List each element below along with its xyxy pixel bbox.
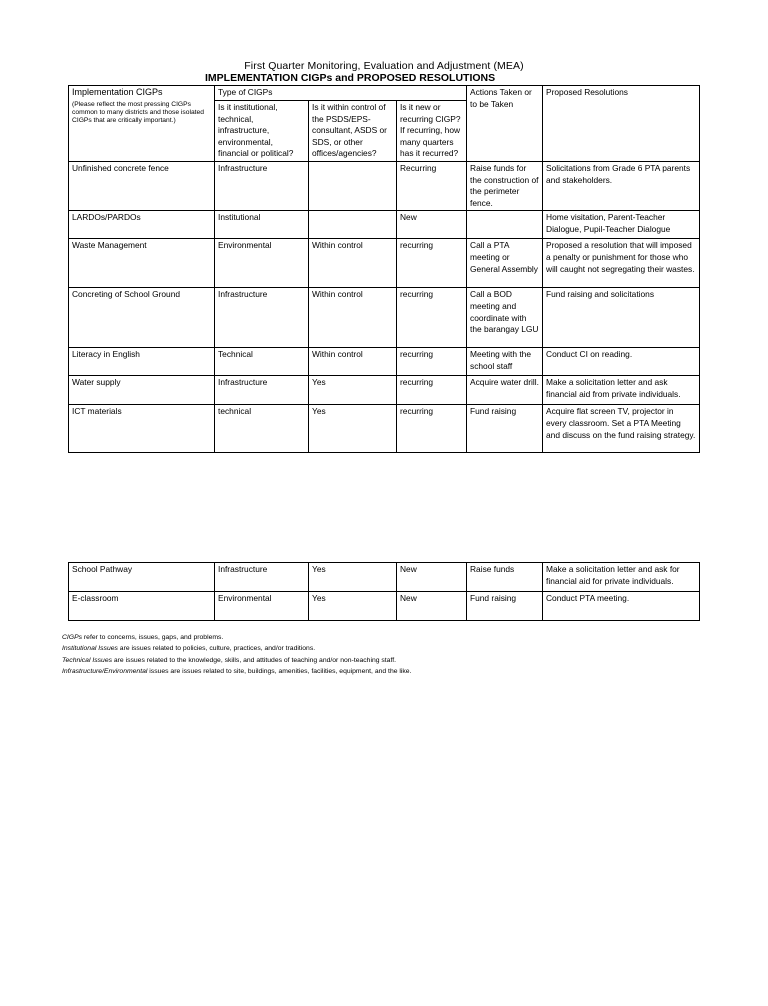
header-row — [69, 86, 700, 101]
header-resolutions: Proposed Resolutions — [543, 86, 700, 162]
cell-actions: Call a BOD meeting and coordinate with the barangay LGU — [467, 288, 543, 348]
note-text: are issues related to policies, culture, practices, and/or traditions. — [117, 645, 316, 653]
cell-resolution: Solicitations from Grade 6 PTA parents and stakeholders. — [543, 161, 700, 210]
header-type: Type of CIGPs — [215, 86, 467, 101]
table-row — [69, 376, 700, 405]
note-line — [62, 632, 742, 643]
cell-resolution: Proposed a resolution that will imposed a penalty or punishment for those who will caught not segregating their wastes. — [543, 239, 700, 288]
cell-actions: Acquire water drill. — [467, 376, 543, 405]
cell-cigp: LARDOs/PARDOs — [69, 211, 215, 239]
note-line — [62, 655, 742, 666]
note-line — [62, 643, 742, 654]
cell-control: Within control — [309, 288, 397, 348]
cell-control: Yes — [309, 376, 397, 405]
cell-type: Infrastructure — [215, 288, 309, 348]
cell-recurrence: recurring — [397, 239, 467, 288]
note-text: are issues related to the knowledge, skills, and attitudes of teaching and/or non-teaching staff. — [112, 656, 397, 664]
cell-recurrence: New — [397, 563, 467, 592]
header-question-control: Is it within control of the PSDS/EPS-consultant, ASDS or SDS, or other offices/agencies? — [309, 101, 397, 162]
note-text: issues are issues related to site, buildings, amenities, facilities, equipment, and the like. — [147, 667, 412, 675]
table-row — [69, 563, 700, 592]
table-row — [69, 211, 700, 239]
table-row — [69, 592, 700, 621]
header-question-recurrence: Is it new or recurring CIGP? If recurring, how many quarters has it recurred? — [397, 101, 467, 162]
cell-recurrence: recurring — [397, 376, 467, 405]
cell-actions: Raise funds for the construction of the perimeter fence. — [467, 161, 543, 210]
cell-actions: Fund raising — [467, 405, 543, 453]
cell-actions: Meeting with the school staff — [467, 348, 543, 376]
cell-resolution: Conduct CI on reading. — [543, 348, 700, 376]
cell-cigp: Waste Management — [69, 239, 215, 288]
cigp-table — [68, 85, 700, 453]
cell-resolution: Conduct PTA meeting. — [543, 592, 700, 621]
table-row — [69, 161, 700, 210]
cell-control: Within control — [309, 348, 397, 376]
cell-cigp: Unfinished concrete fence — [69, 161, 215, 210]
cigp-table-continued — [68, 562, 700, 621]
header-implementation — [69, 86, 215, 162]
cell-control — [309, 161, 397, 210]
cell-actions: Fund raising — [467, 592, 543, 621]
cell-recurrence: New — [397, 211, 467, 239]
definitions-notes — [62, 632, 742, 677]
header-actions: Actions Taken or to be Taken — [467, 86, 543, 162]
cell-resolution: Acquire flat screen TV, projector in every classroom. Set a PTA Meeting and discuss on the fund raising strategy. — [543, 405, 700, 453]
document-title: First Quarter Monitoring, Evaluation and Adjustment (MEA) — [244, 60, 524, 72]
cell-resolution: Make a solicitation letter and ask for financial aid for private individuals. — [543, 563, 700, 592]
cell-type: Environmental — [215, 239, 309, 288]
cell-recurrence: recurring — [397, 288, 467, 348]
cell-cigp: E-classroom — [69, 592, 215, 621]
table-row — [69, 288, 700, 348]
cell-type: Infrastructure — [215, 563, 309, 592]
note-term: Infrastructure/Environmental — [62, 667, 148, 675]
note-term: CIGPs — [62, 634, 83, 641]
table-row — [69, 405, 700, 453]
cell-control: Within control — [309, 239, 397, 288]
cell-resolution: Fund raising and solicitations — [543, 288, 700, 348]
cell-cigp: School Pathway — [69, 563, 215, 592]
cell-actions: Call a PTA meeting or General Assembly — [467, 239, 543, 288]
cell-resolution: Home visitation, Parent-Teacher Dialogue, Pupil-Teacher Dialogue — [543, 211, 700, 239]
cell-cigp: ICT materials — [69, 405, 215, 453]
cell-type: Environmental — [215, 592, 309, 621]
cell-type: Infrastructure — [215, 376, 309, 405]
cell-type: technical — [215, 405, 309, 453]
note-term: Institutional Issues — [62, 645, 118, 653]
cell-type: Institutional — [215, 211, 309, 239]
note-text: refer to concerns, issues, gaps, and problems. — [82, 634, 224, 641]
header-question-type: Is it institutional, technical, infrastructure, environmental, financial or political? — [215, 101, 309, 162]
note-line — [62, 666, 742, 677]
cell-control: Yes — [309, 405, 397, 453]
table-row — [69, 239, 700, 288]
header-implementation-note: (Please reflect the most pressing CIGPs common to many districts and those isolated CIGPs that are critically important.) — [72, 100, 204, 125]
document-subtitle: IMPLEMENTATION CIGPs and PROPOSED RESOLUTIONS — [205, 72, 496, 84]
cell-recurrence: Recurring — [397, 161, 467, 210]
cell-recurrence: New — [397, 592, 467, 621]
cell-cigp: Concreting of School Ground — [69, 288, 215, 348]
cell-type: Infrastructure — [215, 161, 309, 210]
header-implementation-label: Implementation CIGPs — [72, 87, 163, 97]
cell-control — [309, 211, 397, 239]
cell-resolution: Make a solicitation letter and ask financial aid from private individuals. — [543, 376, 700, 405]
note-term: Technical Issues — [62, 656, 112, 664]
cell-recurrence: recurring — [397, 405, 467, 453]
table-row — [69, 348, 700, 376]
cell-type: Technical — [215, 348, 309, 376]
cell-control: Yes — [309, 563, 397, 592]
cell-recurrence: recurring — [397, 348, 467, 376]
cell-cigp: Water supply — [69, 376, 215, 405]
cell-control: Yes — [309, 592, 397, 621]
cell-actions: Raise funds — [467, 563, 543, 592]
cell-actions — [467, 211, 543, 239]
cell-cigp: Literacy in English — [69, 348, 215, 376]
